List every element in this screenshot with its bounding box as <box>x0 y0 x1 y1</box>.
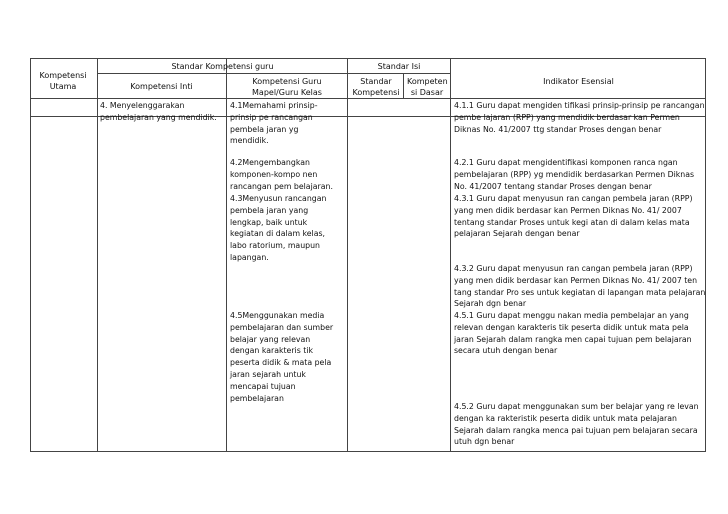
col-divider <box>403 74 404 98</box>
col-divider <box>97 58 98 452</box>
col-divider <box>450 58 451 452</box>
kompetensi-inti-4: 4. Menyelenggarakan pembelajaran yang mendidik. <box>100 101 217 122</box>
indikator-4-3-2: 4.3.2 Guru dapat menyusun ran cangan pembela jaran (RPP) yang men didik berdasar kan Permen Diknas No. 41/ 2007 ten tang standar Pro ses untuk kegiatan di lapangan mata pelajaran Sejarah dgn benar <box>454 264 706 309</box>
kompetensi-guru-4-5: 4.5Menggunakan media pembelajaran dan sumber belajar yang relevan dengan karakteris tik peserta didik & mata pela jaran sejarah untuk mencapai tujuan pembelajaran <box>230 311 334 403</box>
row-divider <box>30 98 706 99</box>
indikator-4-5-2: 4.5.2 Guru dapat menggunakan sum ber belajar yang re levan dengan ka rakteristik peserta didik untuk mata pelajaran Sejarah dalam rangka menca pai tujuan pem belajaran secara utuh dgn benar <box>454 402 699 447</box>
indikator-4-5-1: 4.5.1 Guru dapat menggu nakan media pembelajar an yang relevan dengan karakteris tik peserta didik untuk mata pela jaran Sejarah dalam rangka men capai tujuan pem belajaran secara utuh dengan benar <box>454 311 692 356</box>
col-divider <box>347 58 348 452</box>
header-kompetensi-utama: Kompetensi Utama <box>39 71 87 91</box>
header-kompetensi-dasar: Kompeten si Dasar <box>407 77 448 97</box>
kompetensi-guru-4-1: 4.1Memahami prinsip-prinsip pe rancangan pembela jaran yg mendidik. <box>230 101 318 146</box>
header-kompetensi-inti: Kompetensi Inti <box>130 82 193 91</box>
header-standar-kompetensi: Standar Kompetensi <box>352 77 400 97</box>
kompetensi-guru-4-3: 4.3Menyusun rancangan pembela jaran yang lengkap, baik untuk kegiatan di dalam kelas, labo ratorium, maupun lapangan. <box>230 194 327 262</box>
indikator-4-3-1: 4.3.1 Guru dapat menyusun ran cangan pembela jaran (RPP) yang men didik berdasar kan Permen Diknas No. 41/ 2007 tentang standar Proses untuk kegi atan di dalam kelas mata pelajaran Sejarah dengan benar <box>454 194 693 239</box>
header-standar-isi: Standar Isi <box>377 62 421 71</box>
indikator-4-2-1: 4.2.1 Guru dapat mengidentifikasi komponen ranca ngan pembelajaran (RPP) yg mendidik berdasarkan Permen Diknas No. 41/2007 tentang standar Proses dengan benar <box>454 158 695 191</box>
indikator-4-1-1: 4.1.1 Guru dapat mengiden tifikasi prinsip-prinsip pe rancangan pembe lajaran (RPP) yang mendidik berdasar kan Permen Diknas No. 41/2007 ttg standar Proses dengan benar <box>454 101 705 134</box>
header-kompetensi-guru-mapel: Kompetensi Guru Mapel/Guru Kelas <box>252 77 322 97</box>
header-standar-kompetensi-guru: Standar Kompetensi guru <box>171 62 274 71</box>
row-divider <box>97 73 450 74</box>
kompetensi-guru-4-2: 4.2Mengembangkan komponen-kompo nen rancangan pem belajaran. <box>230 158 333 191</box>
header-indikator-esensial: Indikator Esensial <box>543 77 614 86</box>
col-divider <box>226 58 227 452</box>
